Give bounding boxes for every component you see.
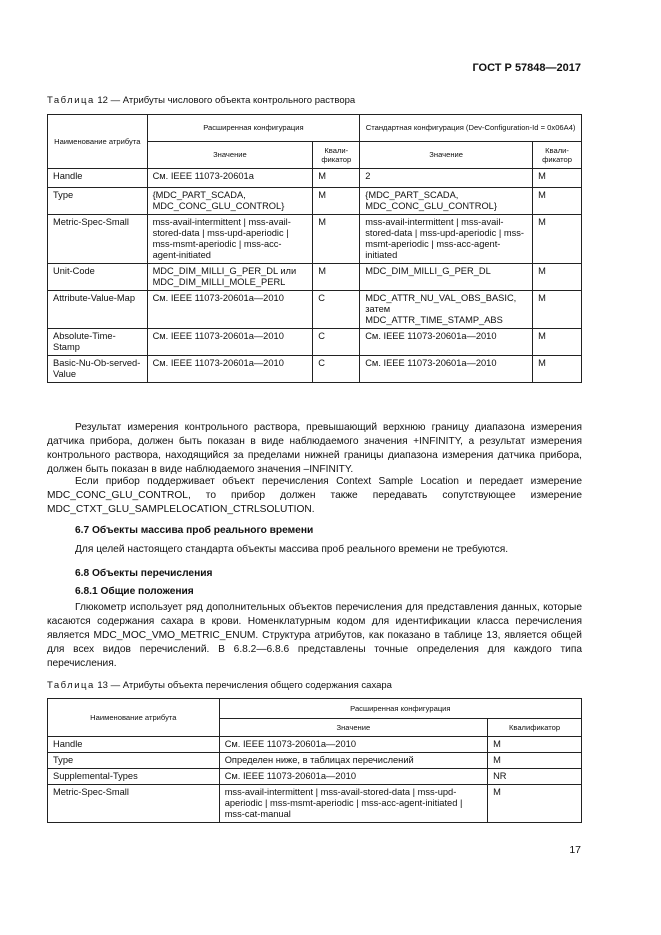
cell-name: Attribute-Value-Map bbox=[48, 291, 148, 329]
cell-std-value: {MDC_PART_SCADA, MDC_CONC_GLU_CONTROL} bbox=[360, 188, 533, 215]
table-row bbox=[48, 785, 582, 823]
table-13 bbox=[47, 698, 582, 823]
t13-header-value: Значение bbox=[219, 719, 487, 737]
cell-name: Metric-Spec-Small bbox=[48, 215, 148, 264]
cell-ext-qualifier: C bbox=[313, 356, 360, 383]
cell-ext-qualifier: M bbox=[313, 169, 360, 188]
cell-qualifier: M bbox=[488, 753, 582, 769]
t12-header-name: Наименование атрибута bbox=[48, 115, 148, 169]
cell-std-qualifier: M bbox=[533, 188, 582, 215]
section-heading-6-8-1: 6.8.1 Общие положения bbox=[75, 586, 194, 597]
cell-ext-qualifier: C bbox=[313, 291, 360, 329]
t12-header-extended: Расширенная конфигурация bbox=[147, 115, 360, 142]
document-code: ГОСТ Р 57848—2017 bbox=[472, 62, 581, 74]
cell-std-value: См. IEEE 11073-20601a—2010 bbox=[360, 329, 533, 356]
cell-name: Unit-Code bbox=[48, 264, 148, 291]
paragraph-enumerations: Глюкометр использует ряд дополнительных объектов перечисления для представления данных, которые касаются содержания сахара в крови. Номенклатурным кодом для идентификации класса перечисления является MDC_MOC_VMO_METRIC_ENUM. Структура атрибутов, как показано в таблице 13, является общей для всех видов перечислений. В 6.8.2—6.8.6 представлены точные определения для каждого типа перечисления. bbox=[47, 602, 582, 669]
cell-std-qualifier: M bbox=[533, 291, 582, 329]
cell-std-qualifier: M bbox=[533, 329, 582, 356]
cell-name: Type bbox=[48, 188, 148, 215]
cell-ext-qualifier: C bbox=[313, 329, 360, 356]
paragraph-infinity: Результат измерения контрольного раствора, превышающий верхнюю границу диапазона измерения датчика прибора, должен быть показан в виде наблюдаемого значения +INFINITY, а результат измерения контрольного раствора, находящийся за пределами нижней границы диапазона измерения датчика прибора, должен быть показан в виде наблюдаемого значения –INFINITY. bbox=[47, 422, 582, 475]
table13-caption-label: Таблица bbox=[47, 680, 95, 691]
cell-std-value: mss-avail-intermittent | mss-avail-stored-data | mss-upd-aperiodic | mss-msmt-aperiodic | mss-acc-agent-initiated bbox=[360, 215, 533, 264]
t13-header-extended: Расширенная конфигурация bbox=[219, 699, 581, 719]
cell-name: Handle bbox=[48, 737, 220, 753]
cell-value: Определен ниже, в таблицах перечислений bbox=[219, 753, 487, 769]
table-row bbox=[48, 753, 582, 769]
t13-header-qualifier: Квалификатор bbox=[488, 719, 582, 737]
cell-std-qualifier: M bbox=[533, 215, 582, 264]
cell-name: Supplemental-Types bbox=[48, 769, 220, 785]
table-row bbox=[48, 169, 582, 188]
cell-name: Type bbox=[48, 753, 220, 769]
cell-std-value: 2 bbox=[360, 169, 533, 188]
table12-caption-text: 12 — Атрибуты числового объекта контрольного раствора bbox=[97, 95, 356, 106]
cell-ext-qualifier: M bbox=[313, 188, 360, 215]
paragraph-context-sample: Если прибор поддерживает объект перечисления Context Sample Location и передает измерение MDC_CONC_GLU_CONTROL, то прибор должен также передавать сопутствующее измерение MDC_CTXT_GLU_SAMPLELOCATION_CTRLSOLUTION. bbox=[47, 476, 582, 515]
cell-std-qualifier: M bbox=[533, 264, 582, 291]
t12-header-ext-value: Значение bbox=[147, 142, 313, 169]
table13-caption-text: 13 — Атрибуты объекта перечисления общего содержания сахара bbox=[97, 680, 392, 691]
cell-name: Handle bbox=[48, 169, 148, 188]
table-row bbox=[48, 356, 582, 383]
t12-header-standard: Стандартная конфигурация (Dev-Configuration-Id = 0x06A4) bbox=[360, 115, 582, 142]
table13-caption bbox=[47, 680, 392, 691]
table-12 bbox=[47, 114, 582, 383]
table-row bbox=[48, 264, 582, 291]
cell-std-value: См. IEEE 11073-20601a—2010 bbox=[360, 356, 533, 383]
cell-ext-value: См. IEEE 11073-20601a—2010 bbox=[147, 291, 313, 329]
cell-ext-value: См. IEEE 11073-20601a—2010 bbox=[147, 356, 313, 383]
cell-ext-qualifier: M bbox=[313, 264, 360, 291]
table12-caption bbox=[47, 95, 355, 106]
cell-ext-value: См. IEEE 11073-20601a bbox=[147, 169, 313, 188]
cell-name: Basic-Nu-Ob-served-Value bbox=[48, 356, 148, 383]
table-row bbox=[48, 291, 582, 329]
table-row bbox=[48, 769, 582, 785]
cell-value: mss-avail-intermittent | mss-avail-stored-data | mss-upd-aperiodic | mss-msmt-aperiodic | mss-acc-agent-initiated | mss-cat-manual bbox=[219, 785, 487, 823]
section-heading-6-8: 6.8 Объекты перечисления bbox=[75, 568, 213, 579]
t12-header-ext-qualifier: Квали-фикатор bbox=[313, 142, 360, 169]
cell-std-qualifier: M bbox=[533, 169, 582, 188]
cell-std-value: MDC_DIM_MILLI_G_PER_DL bbox=[360, 264, 533, 291]
cell-ext-value: mss-avail-intermittent | mss-avail-stored-data | mss-upd-aperiodic | mss-msmt-aperiodic | mss-acc-agent-initiated bbox=[147, 215, 313, 264]
table-row bbox=[48, 215, 582, 264]
cell-ext-value: {MDC_PART_SCADA, MDC_CONC_GLU_CONTROL} bbox=[147, 188, 313, 215]
table-row bbox=[48, 329, 582, 356]
cell-ext-qualifier: M bbox=[313, 215, 360, 264]
cell-value: См. IEEE 11073-20601a—2010 bbox=[219, 769, 487, 785]
page-number: 17 bbox=[569, 844, 581, 856]
section-heading-6-7: 6.7 Объекты массива проб реального времени bbox=[75, 525, 314, 536]
cell-qualifier: NR bbox=[488, 769, 582, 785]
cell-ext-value: MDC_DIM_MILLI_G_PER_DL или MDC_DIM_MILLI_MOLE_PERL bbox=[147, 264, 313, 291]
t12-header-std-qualifier: Квали-фикатор bbox=[533, 142, 582, 169]
cell-name: Absolute-Time-Stamp bbox=[48, 329, 148, 356]
cell-name: Metric-Spec-Small bbox=[48, 785, 220, 823]
cell-qualifier: M bbox=[488, 785, 582, 823]
t13-header-name: Наименование атрибута bbox=[48, 699, 220, 737]
cell-ext-value: См. IEEE 11073-20601a—2010 bbox=[147, 329, 313, 356]
paragraph-realtime-arrays: Для целей настоящего стандарта объекты массива проб реального времени не требуются. bbox=[75, 544, 509, 555]
cell-std-qualifier: M bbox=[533, 356, 582, 383]
table-row bbox=[48, 737, 582, 753]
cell-std-value: MDC_ATTR_NU_VAL_OBS_BASIC, затем MDC_ATTR_TIME_STAMP_ABS bbox=[360, 291, 533, 329]
t12-header-std-value: Значение bbox=[360, 142, 533, 169]
cell-value: См. IEEE 11073-20601a—2010 bbox=[219, 737, 487, 753]
table12-caption-label: Таблица bbox=[47, 95, 95, 106]
table-row bbox=[48, 188, 582, 215]
cell-qualifier: M bbox=[488, 737, 582, 753]
